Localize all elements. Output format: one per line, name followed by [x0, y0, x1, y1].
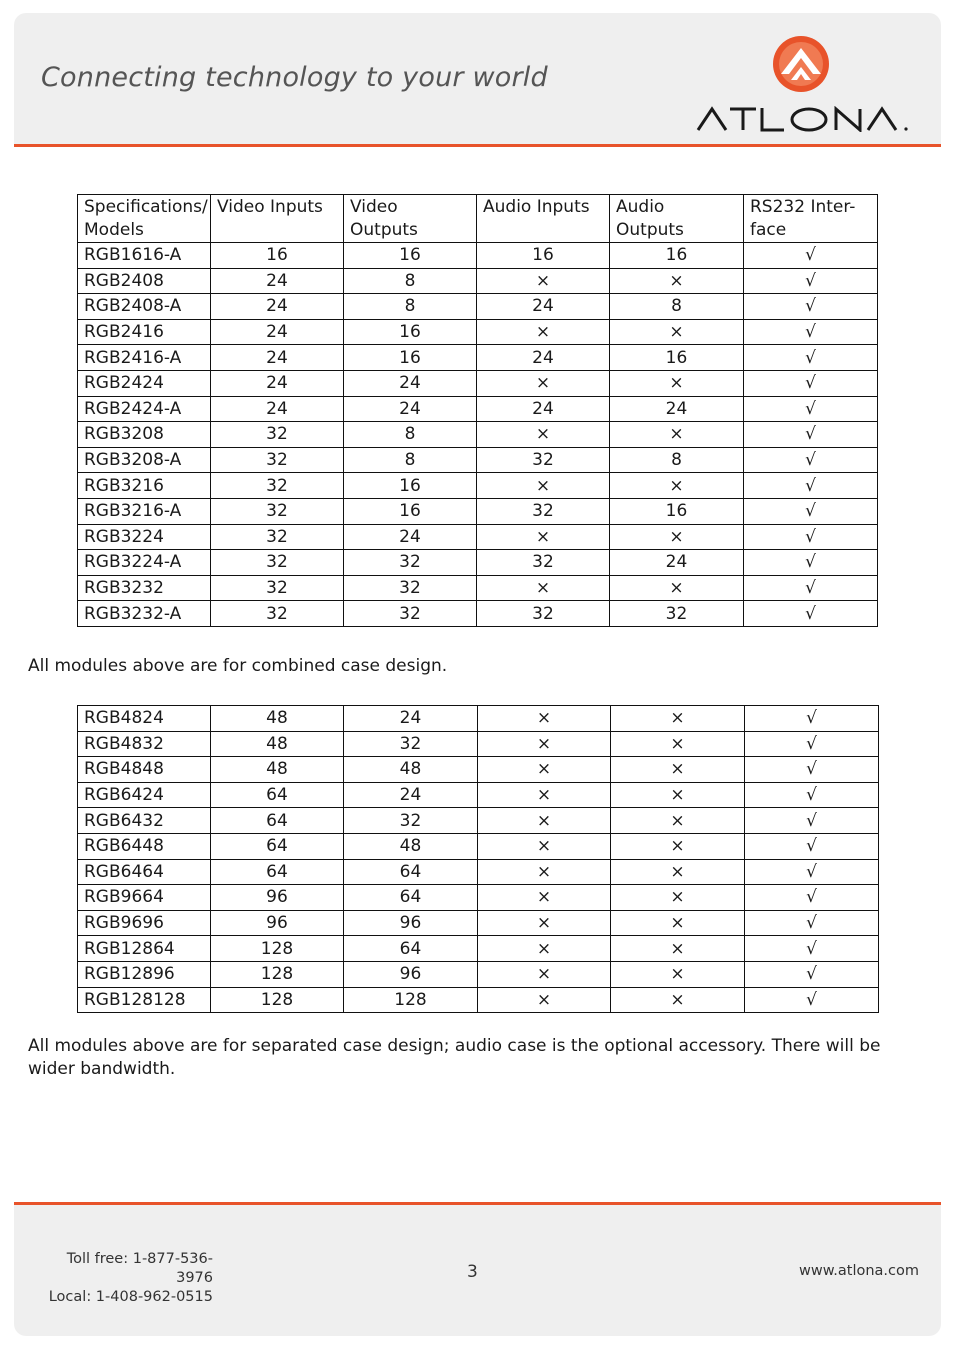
value-cell: ×: [611, 833, 745, 859]
value-cell: 16: [344, 345, 477, 371]
value-cell: ×: [610, 473, 744, 499]
toll-free-number: Toll free: 1-877-536-3976: [66, 1251, 213, 1286]
value-cell: 16: [344, 498, 477, 524]
value-cell: √: [745, 936, 879, 962]
value-cell: ×: [611, 757, 745, 783]
value-cell: 32: [211, 473, 344, 499]
atlona-logo-icon: [771, 34, 831, 94]
value-cell: 32: [211, 524, 344, 550]
table-row: [78, 936, 879, 962]
header-tagline: Connecting technology to your world: [41, 62, 548, 93]
value-cell: 32: [344, 550, 477, 576]
value-cell: ×: [610, 319, 744, 345]
value-cell: 64: [211, 833, 344, 859]
value-cell: 64: [211, 859, 344, 885]
model-cell: RGB9696: [78, 910, 211, 936]
model-cell: RGB2424-A: [78, 396, 211, 422]
model-cell: RGB3232: [78, 575, 211, 601]
value-cell: 64: [344, 885, 478, 911]
model-cell: RGB4848: [78, 757, 211, 783]
page-number: 3: [467, 1262, 478, 1282]
value-cell: 96: [344, 910, 478, 936]
value-cell: 24: [211, 396, 344, 422]
table-row: [78, 498, 878, 524]
table-row: [78, 731, 879, 757]
value-cell: 64: [344, 936, 478, 962]
value-cell: 16: [610, 498, 744, 524]
value-cell: 32: [477, 447, 610, 473]
value-cell: 24: [211, 319, 344, 345]
table-row: [78, 757, 879, 783]
model-cell: RGB3216-A: [78, 498, 211, 524]
table-row: [78, 987, 879, 1013]
value-cell: ×: [477, 575, 610, 601]
value-cell: ×: [478, 987, 611, 1013]
value-cell: 8: [610, 294, 744, 320]
value-cell: ×: [477, 524, 610, 550]
value-cell: 16: [211, 243, 344, 269]
value-cell: ×: [477, 422, 610, 448]
value-cell: ×: [478, 808, 611, 834]
model-cell: RGB12864: [78, 936, 211, 962]
value-cell: 24: [344, 524, 477, 550]
table-row: [78, 885, 879, 911]
value-cell: ×: [478, 706, 611, 732]
table-row: [78, 473, 878, 499]
value-cell: 32: [344, 601, 477, 627]
value-cell: √: [744, 396, 878, 422]
header-divider: [14, 144, 941, 147]
table-row: [78, 524, 878, 550]
value-cell: 24: [344, 782, 478, 808]
value-cell: 64: [211, 808, 344, 834]
model-cell: RGB2416: [78, 319, 211, 345]
table-row: [78, 396, 878, 422]
table-row: [78, 706, 879, 732]
value-cell: 16: [477, 243, 610, 269]
value-cell: ×: [478, 859, 611, 885]
value-cell: √: [744, 319, 878, 345]
specifications-table-separated: [77, 705, 879, 1013]
value-cell: 32: [211, 550, 344, 576]
value-cell: √: [745, 706, 879, 732]
value-cell: 32: [344, 731, 478, 757]
value-cell: 8: [344, 447, 477, 473]
value-cell: 48: [211, 706, 344, 732]
value-cell: 32: [344, 575, 477, 601]
value-cell: 32: [477, 550, 610, 576]
value-cell: 32: [477, 498, 610, 524]
table-row: [78, 859, 879, 885]
column-header: Specifications/ Models: [78, 195, 211, 243]
value-cell: √: [744, 345, 878, 371]
value-cell: ×: [610, 370, 744, 396]
value-cell: 8: [344, 268, 477, 294]
value-cell: 48: [211, 757, 344, 783]
column-header: Audio Inputs: [477, 195, 610, 243]
value-cell: 24: [211, 345, 344, 371]
value-cell: 24: [610, 550, 744, 576]
value-cell: 96: [211, 910, 344, 936]
value-cell: √: [744, 575, 878, 601]
value-cell: √: [744, 550, 878, 576]
value-cell: √: [745, 885, 879, 911]
value-cell: ×: [477, 370, 610, 396]
value-cell: 32: [211, 422, 344, 448]
table-row: [78, 268, 878, 294]
value-cell: 64: [211, 782, 344, 808]
value-cell: √: [745, 961, 879, 987]
value-cell: ×: [611, 987, 745, 1013]
value-cell: 96: [211, 885, 344, 911]
value-cell: ×: [477, 268, 610, 294]
note-separated-case: All modules above are for separated case design; audio case is the optional accessory. There will be wider bandwidth.: [28, 1036, 881, 1079]
value-cell: 16: [610, 345, 744, 371]
column-header: RS232 Inter- face: [744, 195, 878, 243]
table-row: [78, 319, 878, 345]
model-cell: RGB2424: [78, 370, 211, 396]
value-cell: 24: [610, 396, 744, 422]
value-cell: 24: [211, 294, 344, 320]
table-row: [78, 808, 879, 834]
table-row: [78, 961, 879, 987]
value-cell: ×: [478, 833, 611, 859]
value-cell: 8: [610, 447, 744, 473]
model-cell: RGB4832: [78, 731, 211, 757]
value-cell: ×: [610, 422, 744, 448]
value-cell: 24: [477, 345, 610, 371]
value-cell: √: [745, 782, 879, 808]
value-cell: 8: [344, 422, 477, 448]
model-cell: RGB3224: [78, 524, 211, 550]
value-cell: ×: [611, 808, 745, 834]
value-cell: 48: [344, 757, 478, 783]
value-cell: √: [744, 294, 878, 320]
value-cell: 24: [477, 294, 610, 320]
value-cell: ×: [610, 575, 744, 601]
table-row: [78, 447, 878, 473]
value-cell: 32: [477, 601, 610, 627]
model-cell: RGB12896: [78, 961, 211, 987]
value-cell: ×: [611, 936, 745, 962]
model-cell: RGB9664: [78, 885, 211, 911]
value-cell: 96: [344, 961, 478, 987]
note-combined-case: All modules above are for combined case design.: [28, 656, 448, 676]
model-cell: RGB6432: [78, 808, 211, 834]
value-cell: 48: [344, 833, 478, 859]
value-cell: ×: [478, 961, 611, 987]
value-cell: √: [744, 268, 878, 294]
table-row: [78, 601, 878, 627]
value-cell: √: [744, 422, 878, 448]
value-cell: ×: [611, 859, 745, 885]
value-cell: 128: [211, 987, 344, 1013]
value-cell: 128: [211, 961, 344, 987]
value-cell: ×: [611, 731, 745, 757]
value-cell: 24: [477, 396, 610, 422]
model-cell: RGB3216: [78, 473, 211, 499]
table-row: [78, 345, 878, 371]
value-cell: 24: [211, 370, 344, 396]
value-cell: ×: [478, 936, 611, 962]
value-cell: √: [744, 473, 878, 499]
value-cell: 24: [344, 370, 477, 396]
value-cell: √: [745, 833, 879, 859]
value-cell: √: [744, 370, 878, 396]
value-cell: ×: [477, 319, 610, 345]
specifications-table-combined: [77, 194, 878, 627]
value-cell: ×: [478, 885, 611, 911]
value-cell: 128: [344, 987, 478, 1013]
column-header: Video Inputs: [211, 195, 344, 243]
value-cell: √: [745, 987, 879, 1013]
model-cell: RGB6448: [78, 833, 211, 859]
value-cell: √: [745, 808, 879, 834]
table-row: [78, 243, 878, 269]
model-cell: RGB3232-A: [78, 601, 211, 627]
value-cell: 24: [344, 706, 478, 732]
value-cell: √: [744, 447, 878, 473]
value-cell: ×: [478, 910, 611, 936]
value-cell: 8: [344, 294, 477, 320]
table-row: [78, 294, 878, 320]
table-row: [78, 550, 878, 576]
value-cell: √: [745, 731, 879, 757]
value-cell: 24: [211, 268, 344, 294]
value-cell: ×: [478, 782, 611, 808]
value-cell: 16: [344, 243, 477, 269]
model-cell: RGB2416-A: [78, 345, 211, 371]
value-cell: √: [744, 524, 878, 550]
value-cell: 128: [211, 936, 344, 962]
atlona-wordmark: [696, 106, 914, 132]
column-header: Audio Outputs: [610, 195, 744, 243]
website-url: www.atlona.com: [799, 1263, 919, 1279]
model-cell: RGB1616-A: [78, 243, 211, 269]
value-cell: ×: [611, 885, 745, 911]
model-cell: RGB3208-A: [78, 447, 211, 473]
table-row: [78, 370, 878, 396]
table1-header-row: [78, 195, 878, 243]
value-cell: 32: [344, 808, 478, 834]
value-cell: ×: [610, 268, 744, 294]
value-cell: ×: [478, 731, 611, 757]
value-cell: ×: [611, 782, 745, 808]
value-cell: 24: [344, 396, 477, 422]
value-cell: √: [745, 910, 879, 936]
value-cell: √: [745, 757, 879, 783]
model-cell: RGB6464: [78, 859, 211, 885]
model-cell: RGB2408-A: [78, 294, 211, 320]
value-cell: 32: [211, 447, 344, 473]
value-cell: 48: [211, 731, 344, 757]
value-cell: ×: [611, 961, 745, 987]
model-cell: RGB2408: [78, 268, 211, 294]
model-cell: RGB128128: [78, 987, 211, 1013]
value-cell: 32: [211, 498, 344, 524]
value-cell: √: [744, 601, 878, 627]
value-cell: ×: [478, 757, 611, 783]
table-row: [78, 833, 879, 859]
value-cell: 16: [344, 473, 477, 499]
value-cell: 16: [610, 243, 744, 269]
value-cell: 32: [610, 601, 744, 627]
local-number: Local: 1-408-962-0515: [48, 1289, 213, 1305]
value-cell: √: [744, 498, 878, 524]
value-cell: ×: [477, 473, 610, 499]
model-cell: RGB6424: [78, 782, 211, 808]
table-row: [78, 422, 878, 448]
value-cell: 64: [344, 859, 478, 885]
value-cell: 32: [211, 601, 344, 627]
value-cell: √: [745, 859, 879, 885]
table-row: [78, 575, 878, 601]
footer-contact: [30, 1250, 213, 1307]
model-cell: RGB3224-A: [78, 550, 211, 576]
column-header: Video Outputs: [344, 195, 477, 243]
value-cell: ×: [610, 524, 744, 550]
value-cell: ×: [611, 910, 745, 936]
value-cell: 16: [344, 319, 477, 345]
value-cell: ×: [611, 706, 745, 732]
table-row: [78, 782, 879, 808]
table-row: [78, 910, 879, 936]
model-cell: RGB3208: [78, 422, 211, 448]
value-cell: √: [744, 243, 878, 269]
value-cell: 32: [211, 575, 344, 601]
model-cell: RGB4824: [78, 706, 211, 732]
